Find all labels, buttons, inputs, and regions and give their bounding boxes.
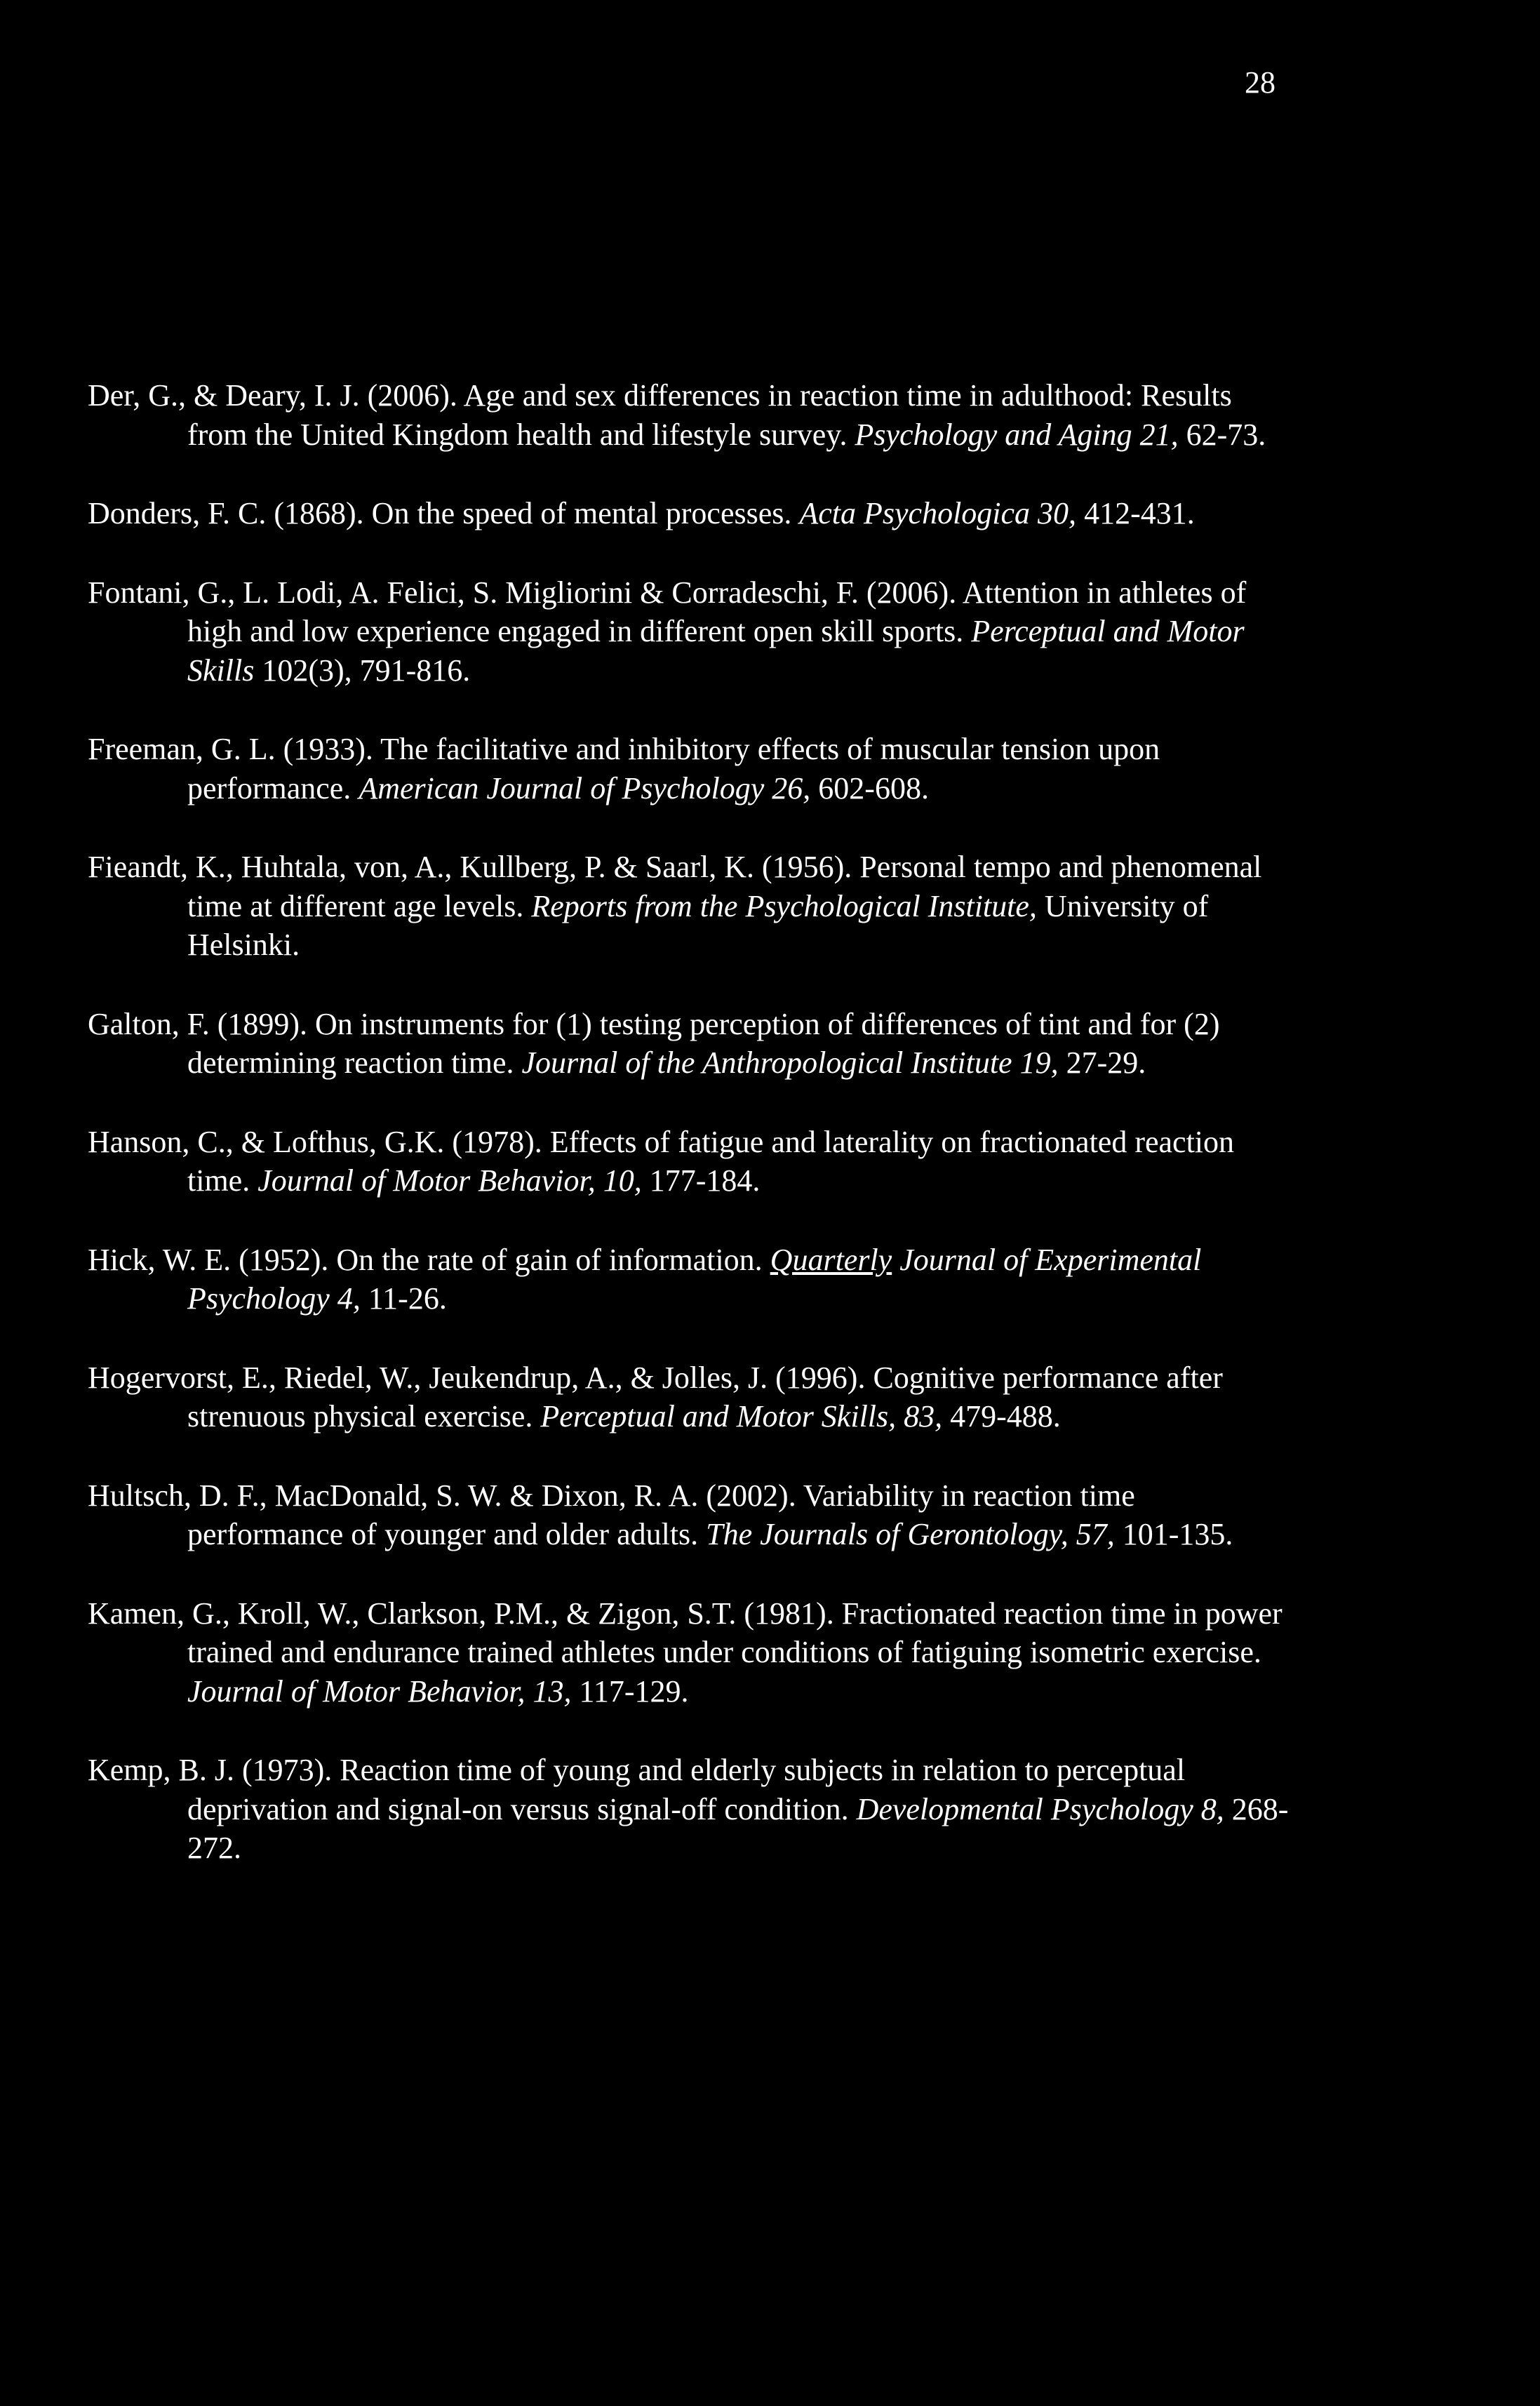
reference-text: Der, G., & Deary, I. J. (2006). Age and sex differences in reaction time in adulthood: Results from the United Kingdom health and lifestyle survey. (88, 378, 1232, 452)
journal-title: Journal of Motor Behavior, 13, (187, 1673, 572, 1709)
reference-pages: 412-431. (1076, 496, 1195, 530)
journal-title: Developmental Psychology 8, (856, 1791, 1224, 1826)
reference-entry (88, 730, 1294, 808)
reference-entry (88, 1476, 1294, 1554)
reference-entry (88, 376, 1294, 454)
journal-title: American Journal of Psychology 26, (359, 770, 811, 806)
reference-pages: 479-488. (942, 1399, 1061, 1433)
journal-title: The Journals of Gerontology, 57, (706, 1517, 1115, 1551)
reference-entry (88, 1751, 1294, 1868)
reference-pages: 101-135. (1114, 1517, 1233, 1551)
reference-text: Kamen, G., Kroll, W., Clarkson, P.M., & Zigon, S.T. (1981). Fractionated reaction time in power trained and endurance trained athletes under conditions of fatiguing isometric exercise. (88, 1596, 1283, 1669)
page-number: 28 (1245, 65, 1275, 100)
journal-title: Journal of Motor Behavior, 10, (257, 1163, 642, 1198)
journal-title: Perceptual and Motor Skills, 83, (540, 1399, 943, 1433)
reference-entry (88, 848, 1294, 965)
reference-pages: 602-608. (810, 770, 929, 806)
reference-text: Kemp, B. J. (1973). Reaction time of young and elderly subjects in relation to perceptual deprivation and signal-on versus signal-off condition. (88, 1753, 1186, 1826)
reference-text: Hogervorst, E., Riedel, W., Jeukendrup, A., & Jolles, J. (1996). Cognitive performance after strenuous physical exercise. (88, 1360, 1223, 1433)
reference-text: Galton, F. (1899). On instruments for (1) testing perception of differences of tint and for (2) determining reaction time. (88, 1006, 1220, 1080)
reference-entry (88, 1123, 1294, 1201)
reference-pages: University of Helsinki. (187, 888, 1209, 962)
reference-text: Hanson, C., & Lofthus, G.K. (1978). Effects of fatigue and laterality on fractionated reaction time. (88, 1124, 1235, 1198)
reference-pages: 102(3), 791-816. (254, 653, 471, 688)
reference-entry (88, 573, 1294, 690)
reference-entry (88, 494, 1294, 533)
reference-entry (88, 1241, 1294, 1318)
reference-pages: 268-272. (187, 1791, 1289, 1865)
reference-entry (88, 1358, 1294, 1436)
reference-text: Fieandt, K., Huhtala, von, A., Kullberg, P. & Saarl, K. (1956). Personal tempo and phenomenal time at different age levels. (88, 850, 1262, 923)
journal-title: Psychology and Aging 21, (855, 417, 1179, 452)
journal-title: Quarterly Journal of Experimental Psychology 4, (187, 1242, 1202, 1316)
reference-text: Donders, F. C. (1868). On the speed of mental processes. (88, 496, 800, 530)
reference-text: Freeman, G. L. (1933). The facilitative and inhibitory effects of muscular tension upon performance. (88, 732, 1160, 806)
reference-pages: 11-26. (360, 1281, 447, 1316)
reference-pages: 177-184. (641, 1163, 761, 1198)
reference-entry (88, 1594, 1294, 1711)
journal-title: Reports from the Psychological Institute, (531, 888, 1037, 923)
reference-text: Hick, W. E. (1952). On the rate of gain of information. (88, 1242, 770, 1277)
underlined-text: Quarterly (770, 1242, 892, 1277)
reference-text: Fontani, G., L. Lodi, A. Felici, S. Migliorini & Corradeschi, F. (2006). Attention in athletes of high and low experience engaged in different open skill sports. (88, 575, 1247, 648)
reference-entry (88, 1005, 1294, 1083)
reference-pages: 27-29. (1058, 1045, 1146, 1080)
journal-title: Acta Psychologica 30, (799, 496, 1077, 530)
reference-list (88, 376, 1294, 1908)
journal-title: Journal of the Anthropological Institute 19, (521, 1045, 1059, 1080)
journal-title: Perceptual and Motor Skills (187, 614, 1245, 688)
reference-text: Hultsch, D. F., MacDonald, S. W. & Dixon, R. A. (2002). Variability in reaction time performance of younger and older adults. (88, 1478, 1135, 1551)
reference-pages: 62-73. (1178, 417, 1266, 452)
reference-pages: 117-129. (571, 1673, 689, 1709)
